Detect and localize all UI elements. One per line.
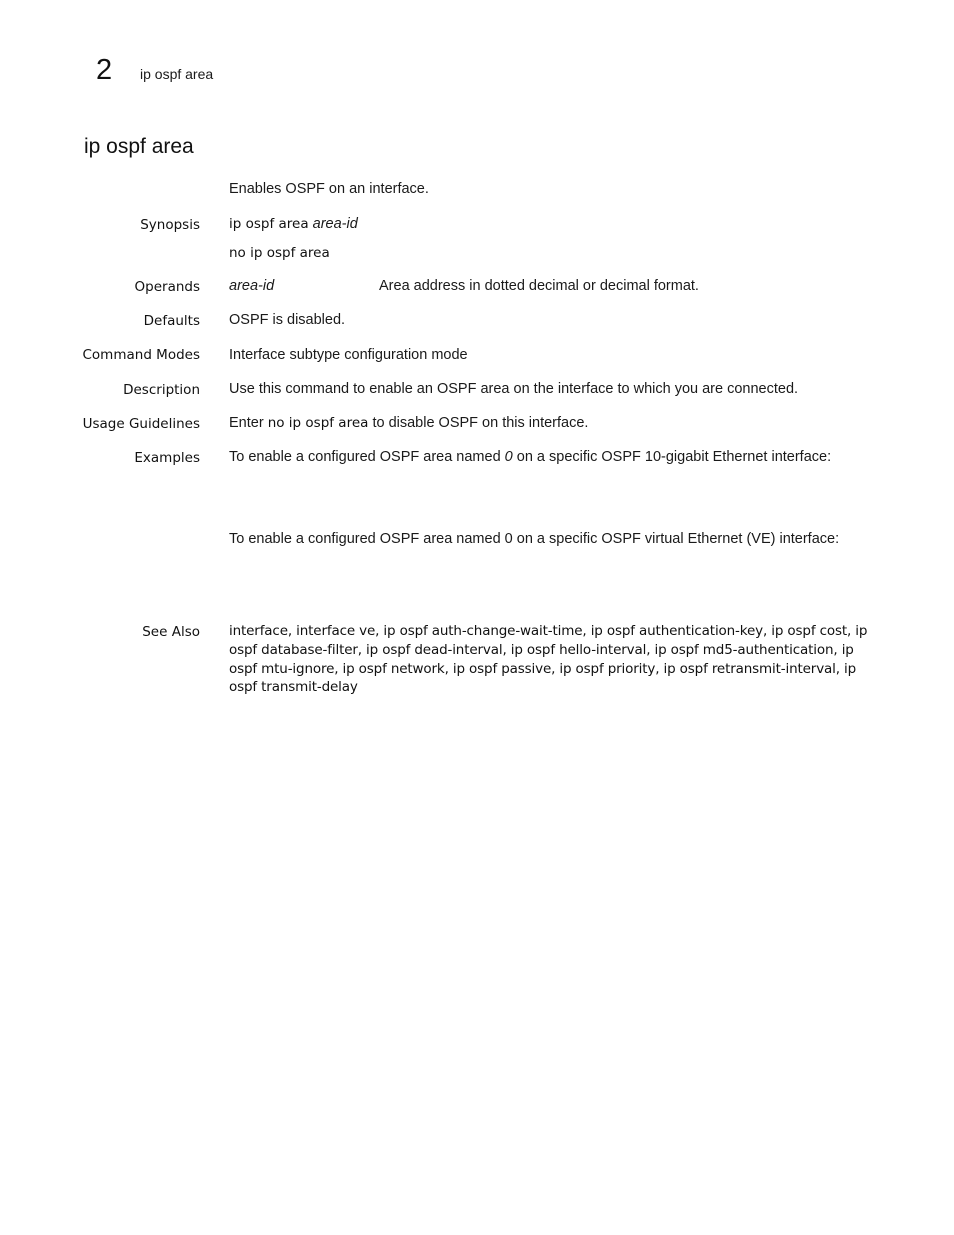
- synopsis-line-2: no ip ospf area: [229, 245, 330, 261]
- example-1-suffix: on a specific OSPF 10-gigabit Ethernet interface:: [512, 449, 832, 465]
- example-1-text: [229, 448, 831, 466]
- example-1-prefix: To enable a configured OSPF area named: [229, 449, 505, 465]
- description-text: Use this command to enable an OSPF area on the interface to which you are connected.: [229, 381, 799, 397]
- usage-guidelines-label: Usage Guidelines: [82, 416, 200, 432]
- defaults-label: Defaults: [143, 313, 200, 329]
- synopsis-label: Synopsis: [140, 217, 200, 233]
- description-label: Description: [123, 382, 200, 398]
- usage-suffix: to disable OSPF on this interface.: [368, 415, 589, 431]
- chapter-number: 2: [96, 54, 113, 86]
- usage-command: no ip ospf area: [267, 415, 369, 431]
- usage-guidelines-text: [229, 414, 588, 432]
- page-title: ip ospf area: [84, 135, 194, 158]
- command-modes-text: Interface subtype configuration mode: [229, 347, 468, 363]
- synopsis-command: ip ospf area: [229, 216, 309, 232]
- examples-label: Examples: [134, 450, 200, 466]
- see-also-label: See Also: [142, 624, 200, 640]
- example-2-text: To enable a configured OSPF area named 0 on a specific OSPF virtual Ethernet (VE) interface:: [229, 531, 840, 547]
- operand-description: Area address in dotted decimal or decimal format.: [379, 278, 699, 294]
- usage-prefix: Enter: [229, 415, 268, 431]
- operand-name: area-id: [229, 278, 275, 294]
- running-header-title: ip ospf area: [140, 66, 214, 82]
- operands-label: Operands: [134, 279, 200, 295]
- synopsis-parameter: area-id: [312, 216, 358, 232]
- see-also-list: interface, interface ve, ip ospf auth-change-wait-time, ip ospf authentication-key, ip ospf cost, ip ospf database-filter, ip ospf dead-interval, ip ospf hello-interval, ip ospf md5-authentication, ip ospf mtu-ignore, ip ospf network, ip ospf passive, ip ospf priority, ip ospf retransmit-interval, ip ospf transmit-delay: [229, 623, 868, 696]
- command-modes-label: Command Modes: [82, 347, 200, 363]
- synopsis-line-1: [229, 215, 358, 233]
- command-summary: Enables OSPF on an interface.: [229, 181, 429, 197]
- defaults-text: OSPF is disabled.: [229, 312, 346, 328]
- example-1-value: 0: [504, 449, 513, 465]
